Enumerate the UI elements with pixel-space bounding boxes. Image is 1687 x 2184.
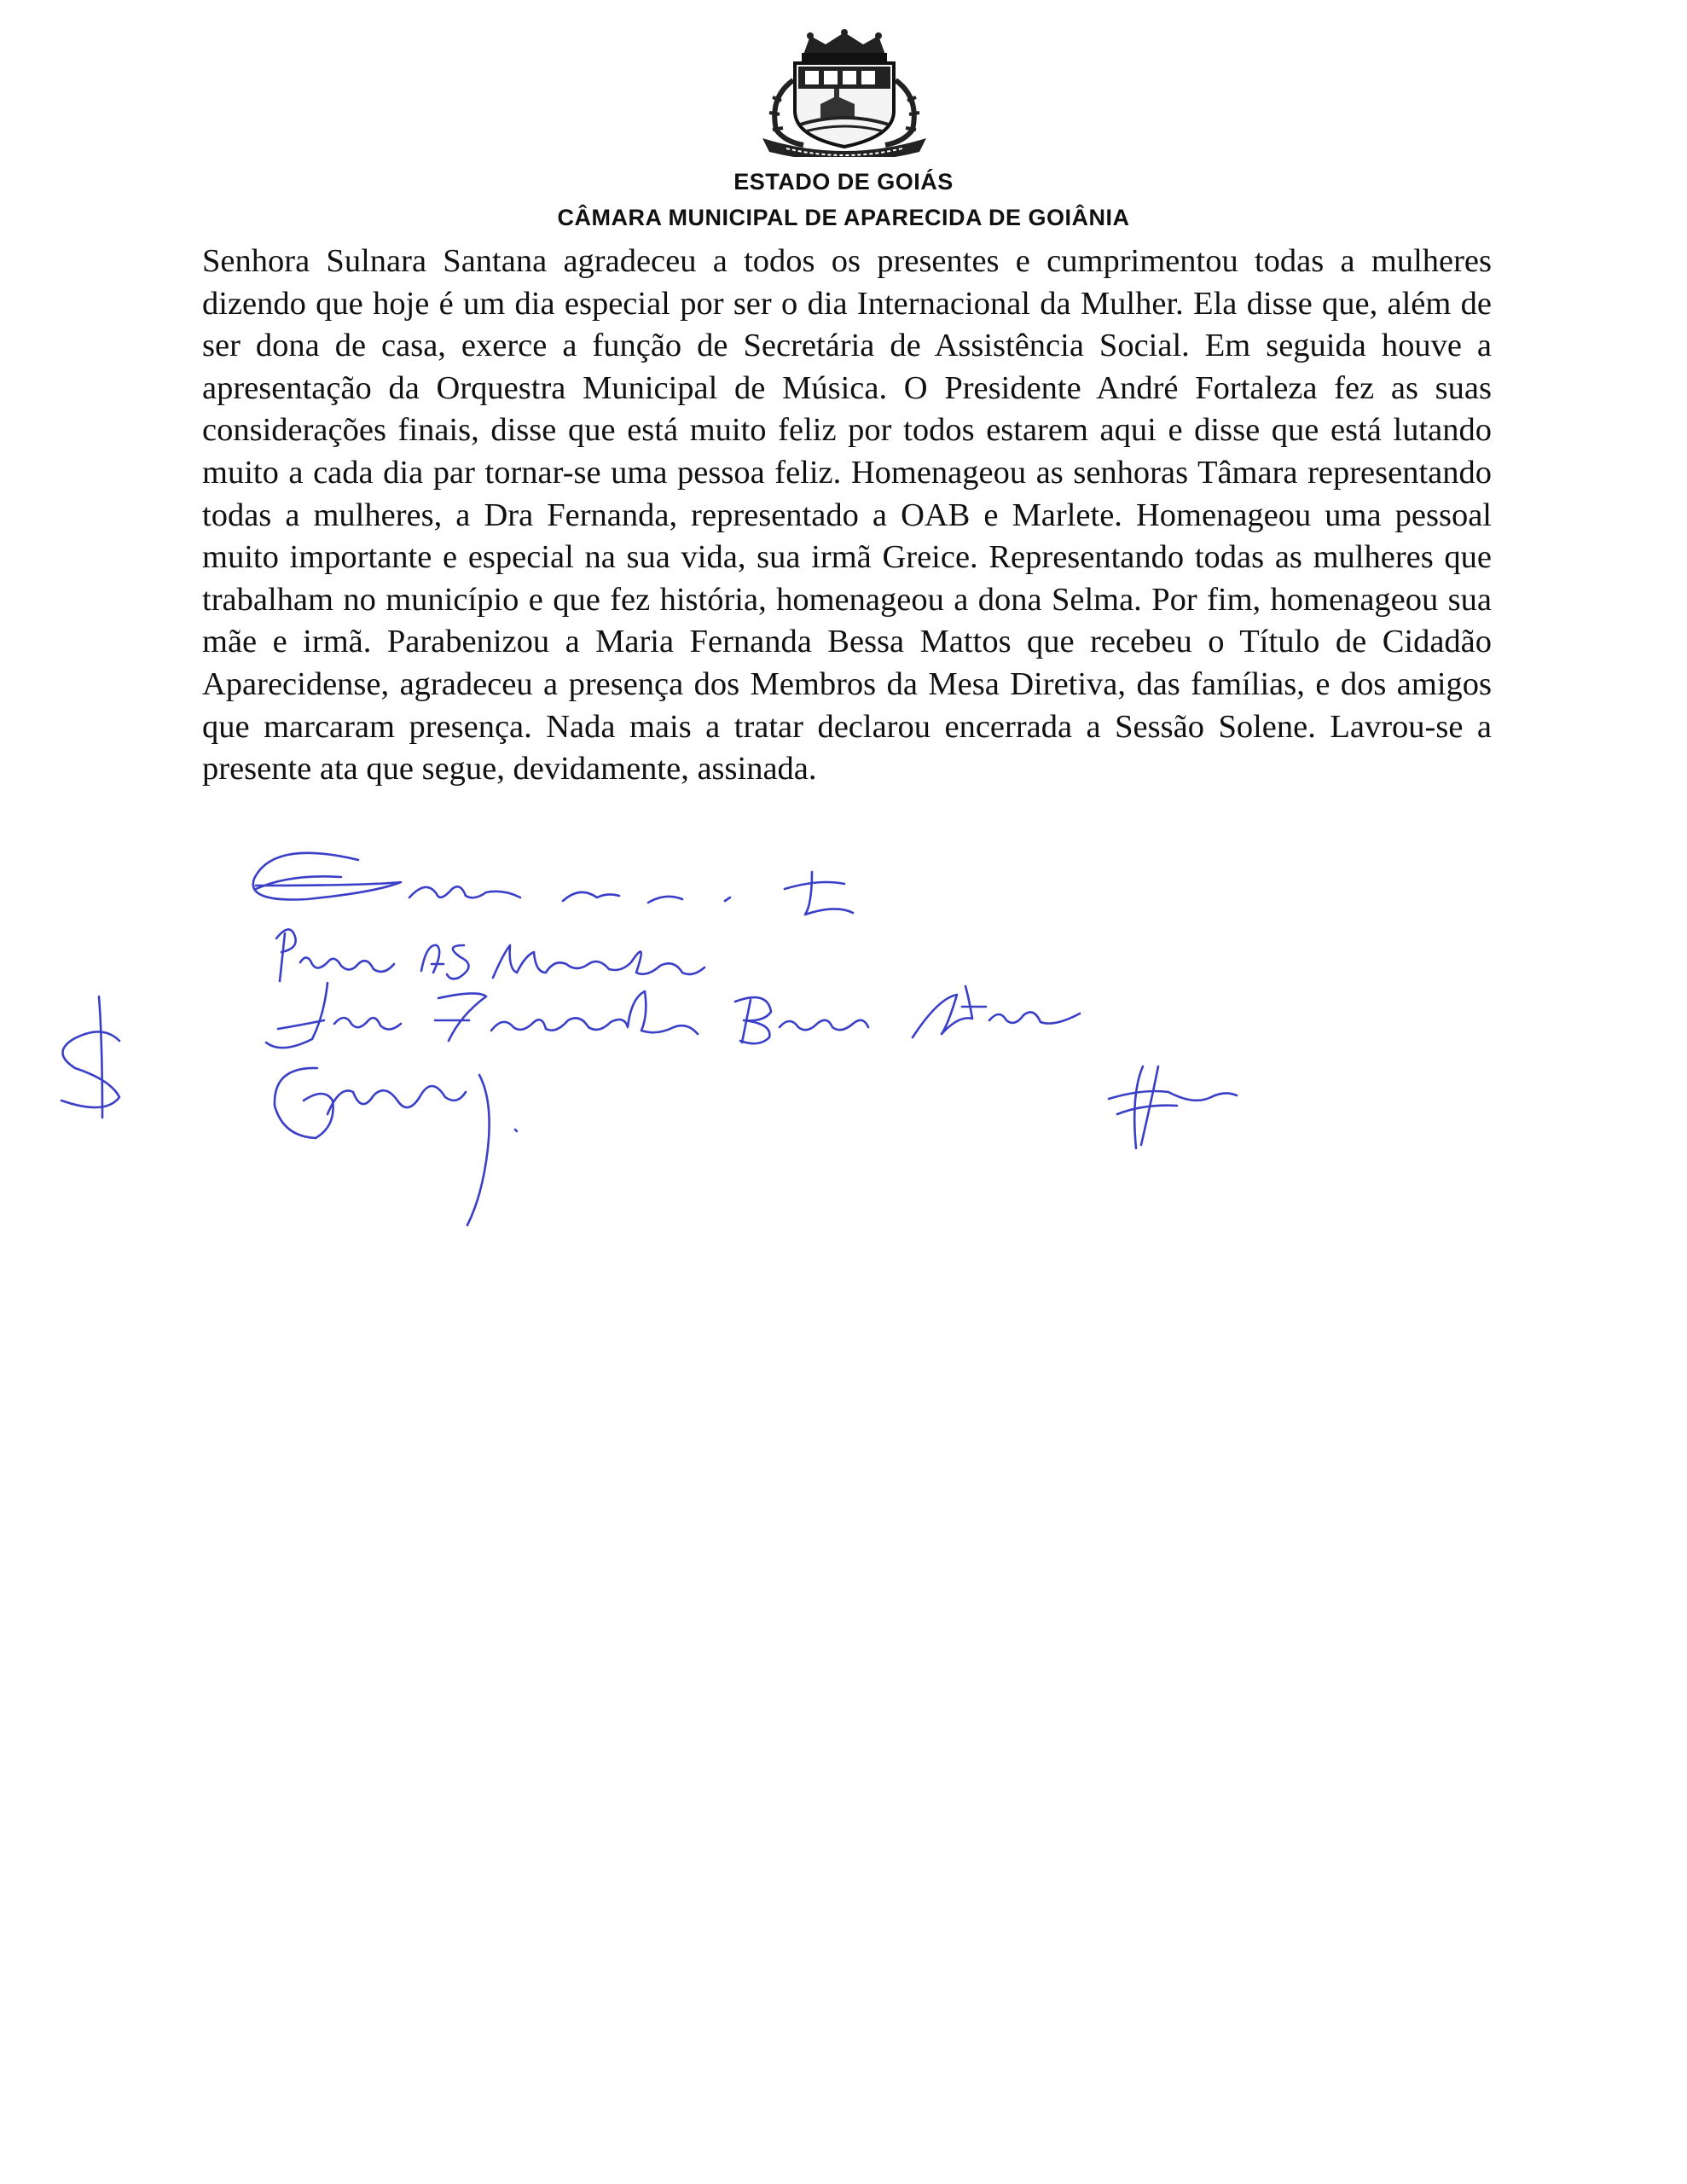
signature-2 [276,929,704,981]
signature-4 [275,1068,517,1225]
chamber-heading: CÂMARA MUNICIPAL DE APARECIDA DE GOIÂNIA [557,205,1130,230]
state-heading: ESTADO DE GOIÁS [733,169,954,195]
signature-block [0,845,1687,1228]
coat-of-arms-icon [744,29,945,157]
minutes-body-text: Senhora Sulnara Santana agradeceu a todos os presentes e cumprimentou todas a mulheres dizendo que hoje é um dia especial por ser o dia Internacional da Mulher. Ela disse que, além de ser dona de casa, exerce a função de Secretária de Assistência Social. Em seguida houve a apresentação da Orquestra Municipal de Música. O Presidente André Fortaleza fez as suas considerações finais, disse que está muito feliz por todos estarem aqui e disse que está lutando muito a cada dia par tornar-se uma pessoa feliz. Homenageou as senhoras Tâmara representando todas a mulheres, a Dra Fernanda, representado a OAB e Marlete. Homenageou uma pessoal muito importante e especial na sua vida, sua irmã Greice. Representando todas as mulheres que trabalham no município e que fez história, homenageou a dona Selma. Por fim, homenageou sua mãe e irmã. Parabenizou a Maria Fernanda Bessa Mattos que recebeu o Título de Cidadão Aparecidense, agradeceu a presença dos Membros da Mesa Diretiva, das famílias, e dos amigos que marcaram presença. Nada mais a tratar declarou encerrada a Sessão Solene. Lavrou-se a presente ata que segue, devidamente, assinada. [202,243,1492,787]
signature-1 [253,853,853,915]
margin-initial-left [61,996,119,1118]
signature-3 [266,983,1080,1048]
margin-initial-right [1109,1066,1237,1148]
